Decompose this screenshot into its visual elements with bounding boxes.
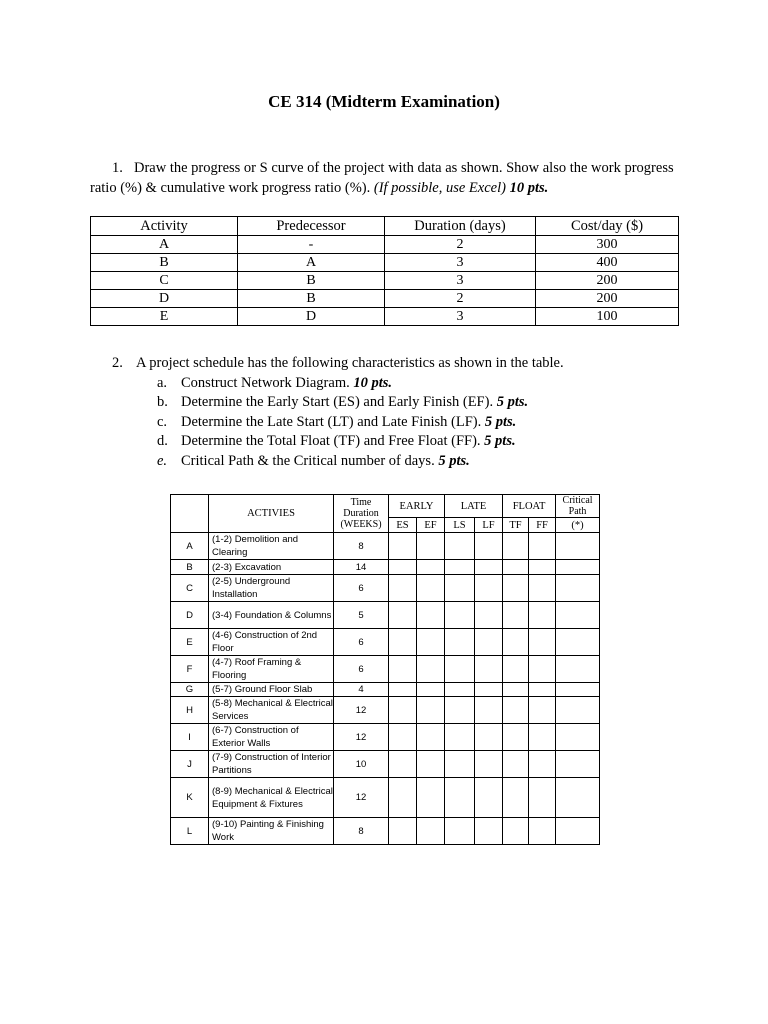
table-row (91, 236, 679, 254)
cell-lf (475, 778, 503, 818)
cell-activity-id: D (171, 602, 209, 629)
cell-activity-id: E (171, 629, 209, 656)
cell-es (389, 533, 417, 560)
cell-duration: 2 (385, 290, 536, 308)
cell-predecessor: B (238, 290, 385, 308)
cell-lf (475, 560, 503, 575)
activity-cost-table (90, 216, 679, 326)
cell-activity-name: (8-9) Mechanical & Electrical Equipment & Fixtures (209, 778, 334, 818)
header-ls: LS (445, 518, 475, 533)
item-letter: c. (157, 413, 168, 430)
cell-ff (529, 533, 556, 560)
cell-es (389, 751, 417, 778)
cell-critical (556, 533, 600, 560)
cell-activity-name: (7-9) Construction of Interior Partitions (209, 751, 334, 778)
header-predecessor: Predecessor (238, 217, 385, 236)
cell-ls (445, 602, 475, 629)
cell-ls (445, 751, 475, 778)
header-float: FLOAT (503, 495, 556, 518)
cell-tf (503, 751, 529, 778)
cell-lf (475, 683, 503, 697)
cell-activity-id: L (171, 818, 209, 845)
cell-ff (529, 602, 556, 629)
header-activity: Activity (91, 217, 238, 236)
table-row (171, 683, 600, 697)
cell-duration: 4 (334, 683, 389, 697)
question-2-number: 2. (112, 355, 123, 371)
header-ff: FF (529, 518, 556, 533)
cell-activity-id: J (171, 751, 209, 778)
table-row (171, 560, 600, 575)
cell-tf (503, 778, 529, 818)
cell-duration: 3 (385, 308, 536, 326)
cell-tf (503, 697, 529, 724)
cell-ef (417, 778, 445, 818)
table-row (91, 254, 679, 272)
schedule-table (170, 494, 600, 845)
cell-critical (556, 818, 600, 845)
question-1-excel-note: (If possible, use Excel) (373, 180, 506, 196)
item-points: 5 pts. (496, 394, 529, 410)
cell-ef (417, 683, 445, 697)
item-text: Determine the Late Start (LT) and Late Finish (LF). (181, 413, 482, 430)
header-cp-mark: (*) (556, 518, 600, 533)
cell-ff (529, 778, 556, 818)
cell-tf (503, 818, 529, 845)
cell-lf (475, 575, 503, 602)
cell-ef (417, 656, 445, 683)
table-row (171, 751, 600, 778)
item-text: Critical Path & the Critical number of days. (181, 452, 435, 469)
header-time-duration: Time Duration (WEEKS) (334, 495, 389, 533)
cell-duration: 6 (334, 575, 389, 602)
cell-duration: 8 (334, 818, 389, 845)
cell-activity-name: (3-4) Foundation & Columns (209, 602, 334, 629)
table-row (91, 290, 679, 308)
item-points: 5 pts. (484, 433, 516, 449)
cell-critical (556, 724, 600, 751)
cell-activity-name: (4-7) Roof Framing & Flooring (209, 656, 334, 683)
header-duration: Duration (days) (385, 217, 536, 236)
item-points: 10 pts. (353, 374, 393, 391)
cell-duration: 6 (334, 656, 389, 683)
cell-duration: 12 (334, 724, 389, 751)
cell-activity: C (91, 272, 238, 290)
item-text: Determine the Total Float (TF) and Free Float (FF). (181, 433, 481, 449)
item-text: Construct Network Diagram. (181, 374, 350, 391)
cell-ff (529, 818, 556, 845)
cell-activity-name: (6-7) Construction of Exterior Walls (209, 724, 334, 751)
question-2-item (112, 452, 732, 472)
cell-ls (445, 533, 475, 560)
table-row (171, 575, 600, 602)
cell-lf (475, 656, 503, 683)
cell-activity-id: F (171, 656, 209, 683)
header-cost-per-day: Cost/day ($) (536, 217, 679, 236)
cell-es (389, 778, 417, 818)
cell-tf (503, 683, 529, 697)
table-row (171, 724, 600, 751)
cell-ls (445, 575, 475, 602)
table-row (91, 272, 679, 290)
question-2 (112, 354, 732, 471)
cell-critical (556, 697, 600, 724)
cell-ef (417, 751, 445, 778)
item-letter: d. (157, 433, 168, 449)
cell-critical (556, 575, 600, 602)
table-row (171, 629, 600, 656)
header-tf: TF (503, 518, 529, 533)
cell-es (389, 629, 417, 656)
cell-lf (475, 751, 503, 778)
table-row (171, 697, 600, 724)
cell-es (389, 575, 417, 602)
header-late: LATE (445, 495, 503, 518)
cell-lf (475, 724, 503, 751)
cell-critical (556, 751, 600, 778)
cell-cost: 200 (536, 272, 679, 290)
cell-activity-id: K (171, 778, 209, 818)
cell-ls (445, 683, 475, 697)
cell-critical (556, 683, 600, 697)
cell-ff (529, 560, 556, 575)
table-row (171, 533, 600, 560)
item-points: 5 pts. (484, 413, 517, 430)
cell-duration: 3 (385, 254, 536, 272)
cell-ff (529, 751, 556, 778)
cell-ff (529, 683, 556, 697)
cell-ff (529, 724, 556, 751)
cell-ls (445, 724, 475, 751)
cell-critical (556, 778, 600, 818)
cell-predecessor: D (238, 308, 385, 326)
question-2-text: A project schedule has the following characteristics as shown in the table. (136, 355, 564, 371)
cell-duration: 8 (334, 533, 389, 560)
table-row (171, 818, 600, 845)
header-lf: LF (475, 518, 503, 533)
cell-tf (503, 560, 529, 575)
cell-predecessor: B (238, 272, 385, 290)
cell-es (389, 560, 417, 575)
cell-es (389, 656, 417, 683)
cell-critical (556, 629, 600, 656)
cell-activity: B (91, 254, 238, 272)
cell-ef (417, 602, 445, 629)
cell-activity-name: (9-10) Painting & Finishing Work (209, 818, 334, 845)
cell-tf (503, 724, 529, 751)
cell-ff (529, 656, 556, 683)
cell-ls (445, 818, 475, 845)
cell-activity-id: B (171, 560, 209, 575)
table-header-row (91, 217, 679, 236)
header-id-blank (171, 495, 209, 533)
cell-activity-name: (4-6) Construction of 2nd Floor (209, 629, 334, 656)
cell-ls (445, 778, 475, 818)
question-1-text: Draw the progress or S curve of the project with data as shown. Show also the work progress ratio (%) & cumulative work progress ratio (%). (90, 160, 674, 196)
cell-cost: 300 (536, 236, 679, 254)
cell-cost: 100 (536, 308, 679, 326)
cell-duration: 14 (334, 560, 389, 575)
cell-duration: 12 (334, 778, 389, 818)
question-2-item (112, 374, 732, 394)
cell-duration: 2 (385, 236, 536, 254)
cell-activity-id: C (171, 575, 209, 602)
header-early: EARLY (389, 495, 445, 518)
cell-activity-id: I (171, 724, 209, 751)
question-2-item (112, 393, 732, 413)
question-1 (90, 158, 680, 198)
table-row (171, 778, 600, 818)
cell-duration: 10 (334, 751, 389, 778)
cell-tf (503, 629, 529, 656)
cell-activity-name: (5-8) Mechanical & Electrical Services (209, 697, 334, 724)
cell-tf (503, 575, 529, 602)
table-row (171, 602, 600, 629)
cell-activity-id: G (171, 683, 209, 697)
cell-es (389, 818, 417, 845)
cell-activity-id: A (171, 533, 209, 560)
header-ef: EF (417, 518, 445, 533)
cell-ff (529, 575, 556, 602)
cell-es (389, 724, 417, 751)
cell-duration: 6 (334, 629, 389, 656)
cell-lf (475, 533, 503, 560)
cell-ls (445, 629, 475, 656)
cell-ef (417, 697, 445, 724)
cell-activity-id: H (171, 697, 209, 724)
header-es: ES (389, 518, 417, 533)
cell-es (389, 602, 417, 629)
header-activities: ACTIVIES (209, 495, 334, 533)
cell-critical (556, 656, 600, 683)
cell-ef (417, 818, 445, 845)
question-2-item (112, 432, 732, 452)
cell-cost: 200 (536, 290, 679, 308)
cell-ls (445, 560, 475, 575)
cell-activity-name: (1-2) Demolition and Clearing (209, 533, 334, 560)
cell-lf (475, 818, 503, 845)
cell-ef (417, 724, 445, 751)
cell-es (389, 697, 417, 724)
cell-predecessor: - (238, 236, 385, 254)
cell-ef (417, 533, 445, 560)
cell-tf (503, 533, 529, 560)
cell-activity: A (91, 236, 238, 254)
question-1-points: 10 pts. (509, 180, 549, 196)
cell-es (389, 683, 417, 697)
cell-tf (503, 656, 529, 683)
cell-activity-name: (5-7) Ground Floor Slab (209, 683, 334, 697)
cell-ef (417, 560, 445, 575)
cell-lf (475, 629, 503, 656)
cell-lf (475, 602, 503, 629)
cell-duration: 12 (334, 697, 389, 724)
cell-tf (503, 602, 529, 629)
cell-critical (556, 602, 600, 629)
schedule-header-row (171, 495, 600, 518)
document-title: CE 314 (Midterm Examination) (268, 92, 500, 111)
cell-activity-name: (2-3) Excavation (209, 560, 334, 575)
cell-cost: 400 (536, 254, 679, 272)
item-text: Determine the Early Start (ES) and Early Finish (EF). (181, 394, 494, 410)
cell-activity-name: (2-5) Underground Installation (209, 575, 334, 602)
question-2-item (112, 413, 732, 433)
cell-activity: E (91, 308, 238, 326)
cell-ls (445, 697, 475, 724)
cell-duration: 5 (334, 602, 389, 629)
cell-ef (417, 575, 445, 602)
cell-ff (529, 629, 556, 656)
header-critical-path: Critical Path (556, 495, 600, 518)
table-row (171, 656, 600, 683)
table-row (91, 308, 679, 326)
question-1-number: 1. (112, 160, 123, 176)
cell-critical (556, 560, 600, 575)
cell-ff (529, 697, 556, 724)
cell-ls (445, 656, 475, 683)
cell-lf (475, 697, 503, 724)
item-letter: b. (157, 394, 168, 410)
cell-ef (417, 629, 445, 656)
cell-duration: 3 (385, 272, 536, 290)
item-letter: e. (157, 452, 168, 469)
item-letter: a. (157, 374, 168, 391)
cell-activity: D (91, 290, 238, 308)
cell-predecessor: A (238, 254, 385, 272)
item-points: 5 pts. (438, 452, 470, 469)
